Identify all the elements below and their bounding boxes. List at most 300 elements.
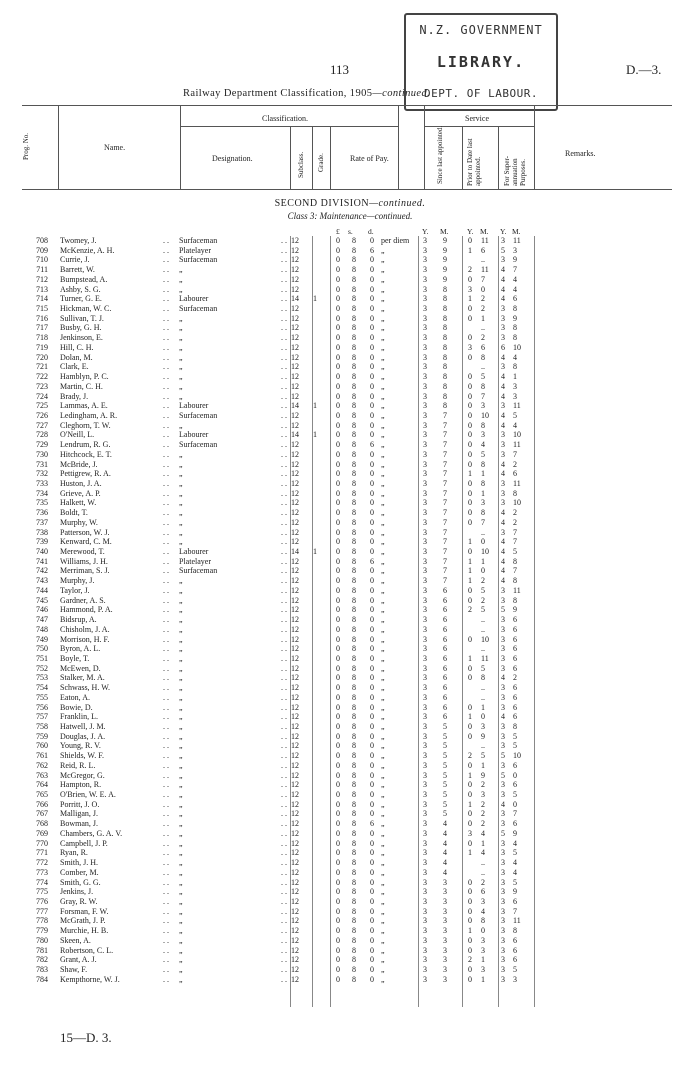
prog-no: 772 — [36, 858, 48, 868]
table-row — [0, 975, 700, 985]
since-months: 8 — [443, 362, 447, 372]
prior-months: .. — [481, 692, 485, 702]
leader-dots: . . — [163, 896, 169, 906]
since-months: 3 — [443, 916, 447, 926]
prior-months: 5 — [481, 372, 485, 382]
since-months: 8 — [443, 381, 447, 391]
rate-shillings: 8 — [352, 722, 356, 731]
since-months: 5 — [443, 722, 447, 731]
super-months: 6 — [513, 896, 517, 906]
prior-years: 1 — [468, 799, 472, 809]
leader-dots: . . — [163, 236, 169, 245]
prior-years: 0 — [468, 352, 472, 362]
designation: „ — [179, 751, 183, 761]
rate-pounds: 0 — [336, 770, 340, 780]
rate-pence: 0 — [370, 867, 374, 877]
rate-shillings: 8 — [352, 576, 356, 586]
rate-period: „ — [381, 663, 385, 673]
super-years: 3 — [501, 653, 505, 663]
table-row — [0, 430, 700, 440]
subclass: 12 — [291, 284, 299, 294]
footer-code: 15—D. 3. — [60, 1030, 112, 1045]
rate-shillings: 8 — [352, 838, 356, 848]
rate-pence: 0 — [370, 323, 374, 333]
since-years: 3 — [423, 333, 427, 343]
rate-pence: 0 — [370, 653, 374, 663]
prior-months: 8 — [481, 352, 485, 362]
super-years: 3 — [501, 731, 505, 741]
table-header-bottom-rule — [22, 189, 672, 190]
leader-dots: . . — [163, 663, 169, 673]
leader-dots: . . — [163, 615, 169, 625]
rate-pounds: 0 — [336, 304, 340, 314]
leader-dots: . . — [163, 245, 169, 255]
designation: „ — [179, 537, 183, 547]
super-years: 5 — [501, 605, 505, 615]
employee-name: Pettigrew, R. A. — [60, 469, 111, 479]
super-years: 3 — [501, 945, 505, 955]
employee-name: Currie, J. — [60, 255, 90, 265]
prog-no: 765 — [36, 790, 48, 800]
super-months: 9 — [513, 255, 517, 265]
super-months: 5 — [513, 410, 517, 420]
employee-name: Campbell, J. P. — [60, 838, 108, 848]
employee-name: Twomey, J. — [60, 236, 97, 245]
superannuation-header: For Super-annuation Purposes. — [503, 156, 527, 186]
since-years: 3 — [423, 615, 427, 625]
super-months: 5 — [513, 877, 517, 887]
leader-dots: . . — [281, 615, 287, 625]
rate-pounds: 0 — [336, 537, 340, 547]
since-months: 8 — [443, 372, 447, 382]
rate-shillings: 8 — [352, 858, 356, 868]
subclass: 14 — [291, 294, 299, 304]
super-months: 4 — [513, 867, 517, 877]
subclass: 12 — [291, 342, 299, 352]
rate-pounds: 0 — [336, 965, 340, 974]
super-years: 4 — [501, 381, 505, 391]
rate-shillings: 8 — [352, 537, 356, 547]
prior-months: 7 — [481, 391, 485, 401]
leader-dots: . . — [281, 906, 287, 916]
prior-months: .. — [481, 615, 485, 625]
since-years: 3 — [423, 391, 427, 401]
leader-dots: . . — [281, 760, 287, 770]
prior-months: 2 — [481, 819, 485, 829]
leader-dots: . . — [163, 595, 169, 605]
since-years: 3 — [423, 381, 427, 391]
prior-months: 2 — [481, 595, 485, 605]
employee-name: McEwen, D. — [60, 663, 101, 673]
super-years: 4 — [501, 576, 505, 586]
prior-months: 8 — [481, 673, 485, 683]
since-months: 7 — [443, 449, 447, 459]
super-years: 3 — [501, 926, 505, 936]
employee-name: McBride, J. — [60, 459, 98, 469]
since-months: 7 — [443, 469, 447, 479]
rate-pence: 0 — [370, 605, 374, 615]
leader-dots: . . — [163, 517, 169, 527]
super-years: 3 — [501, 955, 505, 965]
leader-dots: . . — [281, 653, 287, 663]
super-months: 5 — [513, 741, 517, 751]
leader-dots: . . — [281, 313, 287, 323]
rate-pounds: 0 — [336, 410, 340, 420]
leader-dots: . . — [281, 751, 287, 761]
since-years: 3 — [423, 926, 427, 936]
table-row — [0, 255, 700, 265]
months-head-1: M. — [440, 227, 449, 236]
table-row — [0, 955, 700, 965]
rate-period: „ — [381, 605, 385, 615]
table-row — [0, 858, 700, 868]
designation: „ — [179, 790, 183, 800]
since-months: 9 — [443, 236, 447, 245]
prior-months: 4 — [481, 906, 485, 916]
super-years: 3 — [501, 965, 505, 974]
leader-dots: . . — [281, 916, 287, 926]
rate-pence: 0 — [370, 896, 374, 906]
since-years: 3 — [423, 945, 427, 955]
prog-no: 752 — [36, 663, 48, 673]
super-months: 4 — [513, 838, 517, 848]
super-months: 6 — [513, 469, 517, 479]
super-months: 6 — [513, 780, 517, 790]
subclass: 12 — [291, 576, 299, 586]
designation: „ — [179, 741, 183, 751]
prior-months: 2 — [481, 809, 485, 819]
subclass: 12 — [291, 615, 299, 625]
employee-name: Taylor, J. — [60, 585, 90, 595]
prior-months: 6 — [481, 887, 485, 897]
rate-period: „ — [381, 488, 385, 498]
rate-shillings: 8 — [352, 887, 356, 897]
leader-dots: . . — [163, 440, 169, 450]
rate-pence: 0 — [370, 585, 374, 595]
prog-no: 781 — [36, 945, 48, 955]
employee-name: Schwass, H. W. — [60, 683, 111, 693]
rate-shillings: 8 — [352, 527, 356, 537]
designation: „ — [179, 809, 183, 819]
rate-pounds: 0 — [336, 741, 340, 751]
super-months: 6 — [513, 294, 517, 304]
since-years: 3 — [423, 838, 427, 848]
rate-period: „ — [381, 906, 385, 916]
prog-no: 735 — [36, 498, 48, 508]
subclass: 14 — [291, 547, 299, 557]
rate-shillings: 8 — [352, 391, 356, 401]
table-row — [0, 440, 700, 450]
table-row — [0, 946, 700, 956]
subclass: 12 — [291, 887, 299, 897]
table-row — [0, 878, 700, 888]
super-years: 3 — [501, 819, 505, 829]
designation: „ — [179, 527, 183, 537]
rate-period: „ — [381, 381, 385, 391]
prog-no: 711 — [36, 265, 48, 275]
rate-pence: 0 — [370, 955, 374, 965]
subclass: 12 — [291, 537, 299, 547]
since-months: 3 — [443, 896, 447, 906]
prior-months: 2 — [481, 780, 485, 790]
prior-months: .. — [481, 255, 485, 265]
rate-pounds: 0 — [336, 799, 340, 809]
since-months: 3 — [443, 926, 447, 936]
rate-pounds: 0 — [336, 683, 340, 693]
leader-dots: . . — [163, 362, 169, 372]
since-months: 6 — [443, 634, 447, 644]
leader-dots: . . — [281, 265, 287, 275]
rate-shillings: 8 — [352, 731, 356, 741]
subclass: 12 — [291, 352, 299, 362]
rate-pence: 6 — [370, 440, 374, 450]
rate-pounds: 0 — [336, 401, 340, 411]
since-months: 7 — [443, 479, 447, 488]
prior-months: 7 — [481, 517, 485, 527]
prog-no: 722 — [36, 372, 48, 382]
prior-years: 1 — [468, 566, 472, 576]
super-years: 3 — [501, 236, 505, 245]
super-months: 3 — [513, 245, 517, 255]
prior-years: 0 — [468, 965, 472, 974]
rate-shillings: 8 — [352, 469, 356, 479]
super-years: 3 — [501, 867, 505, 877]
rate-shillings: 8 — [352, 877, 356, 887]
leader-dots: . . — [281, 974, 287, 984]
prog-no-header: Prog. No. — [22, 132, 30, 160]
rate-shillings: 8 — [352, 372, 356, 382]
table-row — [0, 829, 700, 839]
prior-years: 0 — [468, 838, 472, 848]
prog-no: 784 — [36, 974, 48, 984]
leader-dots: . . — [163, 508, 169, 518]
subclass: 12 — [291, 634, 299, 644]
since-months: 4 — [443, 838, 447, 848]
leader-dots: . . — [163, 352, 169, 362]
super-months: 9 — [513, 828, 517, 838]
running-head-text: Railway Department Classification, 1905 — [183, 88, 373, 99]
leader-dots: . . — [163, 624, 169, 634]
rate-period: „ — [381, 858, 385, 868]
since-months: 7 — [443, 440, 447, 450]
employee-name: Comber, M. — [60, 867, 99, 877]
super-years: 5 — [501, 751, 505, 761]
rate-period: „ — [381, 741, 385, 751]
prog-no: 720 — [36, 352, 48, 362]
grade-header: Grade. — [317, 153, 325, 172]
rate-pounds: 0 — [336, 508, 340, 518]
prior-years: 2 — [468, 605, 472, 615]
rate-period: „ — [381, 722, 385, 731]
leader-dots: . . — [281, 236, 287, 245]
rate-pounds: 0 — [336, 663, 340, 673]
leader-dots: . . — [281, 401, 287, 411]
leader-dots: . . — [281, 323, 287, 333]
prior-years: 0 — [468, 274, 472, 284]
rate-period: „ — [381, 410, 385, 420]
leader-dots: . . — [163, 294, 169, 304]
table-row — [0, 722, 700, 732]
super-years: 4 — [501, 673, 505, 683]
prior-months: 3 — [481, 896, 485, 906]
rate-pounds: 0 — [336, 265, 340, 275]
subclass: 12 — [291, 362, 299, 372]
leader-dots: . . — [163, 828, 169, 838]
super-years: 3 — [501, 906, 505, 916]
years-head-3: Y. — [500, 227, 507, 236]
rate-pence: 0 — [370, 498, 374, 508]
subclass: 12 — [291, 236, 299, 245]
rate-pounds: 0 — [336, 595, 340, 605]
designation: Surfaceman — [179, 440, 218, 450]
prior-months: 5 — [481, 663, 485, 673]
rate-period: „ — [381, 547, 385, 557]
super-years: 4 — [501, 537, 505, 547]
rate-pounds: 0 — [336, 362, 340, 372]
employee-name: Jenkins, J. — [60, 887, 94, 897]
leader-dots: . . — [281, 926, 287, 936]
super-years: 4 — [501, 556, 505, 566]
subclass: 12 — [291, 323, 299, 333]
since-months: 5 — [443, 760, 447, 770]
super-years: 4 — [501, 459, 505, 469]
leader-dots: . . — [281, 459, 287, 469]
leader-dots: . . — [281, 547, 287, 557]
leader-dots: . . — [163, 906, 169, 916]
prior-months: 8 — [481, 459, 485, 469]
prior-years: 0 — [468, 517, 472, 527]
since-years: 3 — [423, 916, 427, 926]
prior-years: 0 — [468, 585, 472, 595]
leader-dots: . . — [281, 381, 287, 391]
leader-dots: . . — [163, 498, 169, 508]
rate-period: „ — [381, 245, 385, 255]
table-row — [0, 392, 700, 402]
prior-months: 3 — [481, 935, 485, 945]
designation: „ — [179, 906, 183, 916]
prior-years: 0 — [468, 401, 472, 411]
table-row — [0, 275, 700, 285]
designation: „ — [179, 459, 183, 469]
leader-dots: . . — [281, 887, 287, 897]
rate-pounds: 0 — [336, 381, 340, 391]
prior-months: 8 — [481, 916, 485, 926]
rate-pounds: 0 — [336, 294, 340, 304]
subclass: 12 — [291, 858, 299, 868]
pence-head: d. — [368, 227, 374, 236]
rate-pence: 0 — [370, 410, 374, 420]
table-row — [0, 450, 700, 460]
since-years: 3 — [423, 566, 427, 576]
prog-no: 709 — [36, 245, 48, 255]
subclass: 12 — [291, 926, 299, 936]
rate-shillings: 8 — [352, 653, 356, 663]
super-months: 3 — [513, 381, 517, 391]
super-months: 2 — [513, 508, 517, 518]
prog-no: 734 — [36, 488, 48, 498]
prog-no: 745 — [36, 595, 48, 605]
subclass: 12 — [291, 965, 299, 974]
since-years: 3 — [423, 877, 427, 887]
employee-name: Gardner, A. S. — [60, 595, 106, 605]
since-months: 5 — [443, 731, 447, 741]
prog-no: 730 — [36, 449, 48, 459]
prog-no: 736 — [36, 508, 48, 518]
leader-dots: . . — [163, 401, 169, 411]
since-months: 3 — [443, 974, 447, 984]
prior-years: 0 — [468, 887, 472, 897]
rate-period: „ — [381, 926, 385, 936]
since-months: 7 — [443, 488, 447, 498]
rate-period: „ — [381, 362, 385, 372]
employee-name: McGregor, G. — [60, 770, 105, 780]
subclass: 12 — [291, 372, 299, 382]
super-months: 4 — [513, 420, 517, 430]
prior-years: 0 — [468, 440, 472, 450]
years-head-2: Y. — [467, 227, 474, 236]
since-years: 3 — [423, 498, 427, 508]
prog-no: 726 — [36, 410, 48, 420]
rate-pounds: 0 — [336, 644, 340, 654]
prior-years: 0 — [468, 731, 472, 741]
subclass: 12 — [291, 420, 299, 430]
since-months: 8 — [443, 304, 447, 314]
designation: „ — [179, 479, 183, 488]
since-months: 3 — [443, 935, 447, 945]
since-years: 3 — [423, 644, 427, 654]
prior-months: .. — [481, 624, 485, 634]
designation: „ — [179, 585, 183, 595]
rate-pounds: 0 — [336, 391, 340, 401]
since-years: 3 — [423, 265, 427, 275]
table-row — [0, 382, 700, 392]
rate-pence: 0 — [370, 848, 374, 858]
table-row — [0, 469, 700, 479]
table-row — [0, 314, 700, 324]
prior-months: 5 — [481, 605, 485, 615]
rate-pence: 0 — [370, 887, 374, 897]
super-years: 3 — [501, 974, 505, 984]
rate-period: „ — [381, 673, 385, 683]
designation: „ — [179, 342, 183, 352]
since-months: 9 — [443, 265, 447, 275]
leader-dots: . . — [163, 265, 169, 275]
prior-months: 1 — [481, 702, 485, 712]
rate-shillings: 8 — [352, 615, 356, 625]
super-years: 4 — [501, 265, 505, 275]
rate-pence: 0 — [370, 809, 374, 819]
super-months: 7 — [513, 809, 517, 819]
rate-period: „ — [381, 255, 385, 265]
super-months: 9 — [513, 313, 517, 323]
leader-dots: . . — [163, 731, 169, 741]
leader-dots: . . — [281, 858, 287, 868]
prior-months: 5 — [481, 751, 485, 761]
employee-name: Hitchcock, E. T. — [60, 449, 112, 459]
subclass: 12 — [291, 479, 299, 488]
rate-pence: 0 — [370, 624, 374, 634]
leader-dots: . . — [281, 566, 287, 576]
designation: „ — [179, 712, 183, 722]
prior-months: 11 — [481, 236, 489, 245]
rate-shillings: 8 — [352, 245, 356, 255]
super-years: 5 — [501, 828, 505, 838]
designation: „ — [179, 722, 183, 731]
since-years: 3 — [423, 828, 427, 838]
super-months: 8 — [513, 556, 517, 566]
since-years: 3 — [423, 410, 427, 420]
super-months: 2 — [513, 517, 517, 527]
